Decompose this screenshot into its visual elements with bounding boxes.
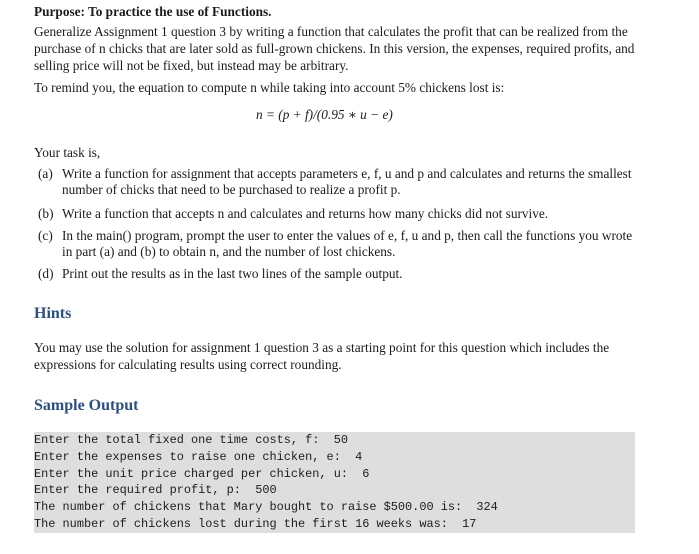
task-text: Print out the results as in the last two lines of the sample output.	[62, 266, 403, 281]
task-label: (b)	[38, 206, 54, 221]
task-label: (c)	[38, 228, 53, 243]
purpose-line: Purpose: To practice the use of Functions.	[34, 4, 272, 19]
console-line: The number of chickens that Mary bought to raise $500.00 is: 324	[34, 500, 498, 515]
equation-lhs: n =	[256, 107, 279, 122]
task-item-c	[38, 228, 640, 260]
hints-heading: Hints	[34, 305, 72, 322]
console-line: Enter the unit price charged per chicken, u: 6	[34, 466, 370, 481]
hints-body: You may use the solution for assignment 1 question 3 as a starting point for this question which includes the expressions for calculating results using correct rounding.	[34, 340, 610, 372]
task-item-a	[38, 166, 640, 198]
task-label: (d)	[38, 266, 54, 281]
console-line: Enter the total fixed one time costs, f: 50	[34, 433, 348, 447]
equation	[256, 107, 393, 123]
console-line: The number of chickens lost during the first 16 weeks was: 17	[34, 516, 477, 531]
task-item-b	[38, 206, 640, 222]
sample-output-heading: Sample Output	[34, 397, 139, 414]
console-line: Enter the expenses to raise one chicken, e: 4	[34, 449, 363, 464]
task-item-d	[38, 266, 640, 282]
task-intro: Your task is,	[34, 145, 101, 160]
sample-output-console	[34, 432, 635, 533]
equation-rhs: (p + f)/(0.95 ∗ u − e)	[278, 107, 393, 122]
intro-paragraph: Generalize Assignment 1 question 3 by writing a function that calculates the profit that can be realized from the purchase of n chicks that are later sold as full-grown chickens. In this version, the expenses, required profits, and selling price will not be fixed, but instead may be arbitrary.	[34, 24, 635, 73]
task-label: (a)	[38, 166, 53, 181]
console-line: Enter the required profit, p: 500	[34, 483, 277, 498]
task-text: Write a function for assignment that accepts parameters e, f, u and p and calculates and returns the smallest number of chicks that need to be purchased to realize a profit p.	[62, 166, 632, 197]
task-text: Write a function that accepts n and calculates and returns how many chicks did not survive.	[62, 206, 549, 221]
remind-paragraph: To remind you, the equation to compute n while taking into account 5% chickens lost is:	[34, 80, 505, 95]
task-text: In the main() program, prompt the user to enter the values of e, f, u and p, then call the functions you wrote in part (a) and (b) to obtain n, and the number of lost chickens.	[62, 228, 633, 259]
